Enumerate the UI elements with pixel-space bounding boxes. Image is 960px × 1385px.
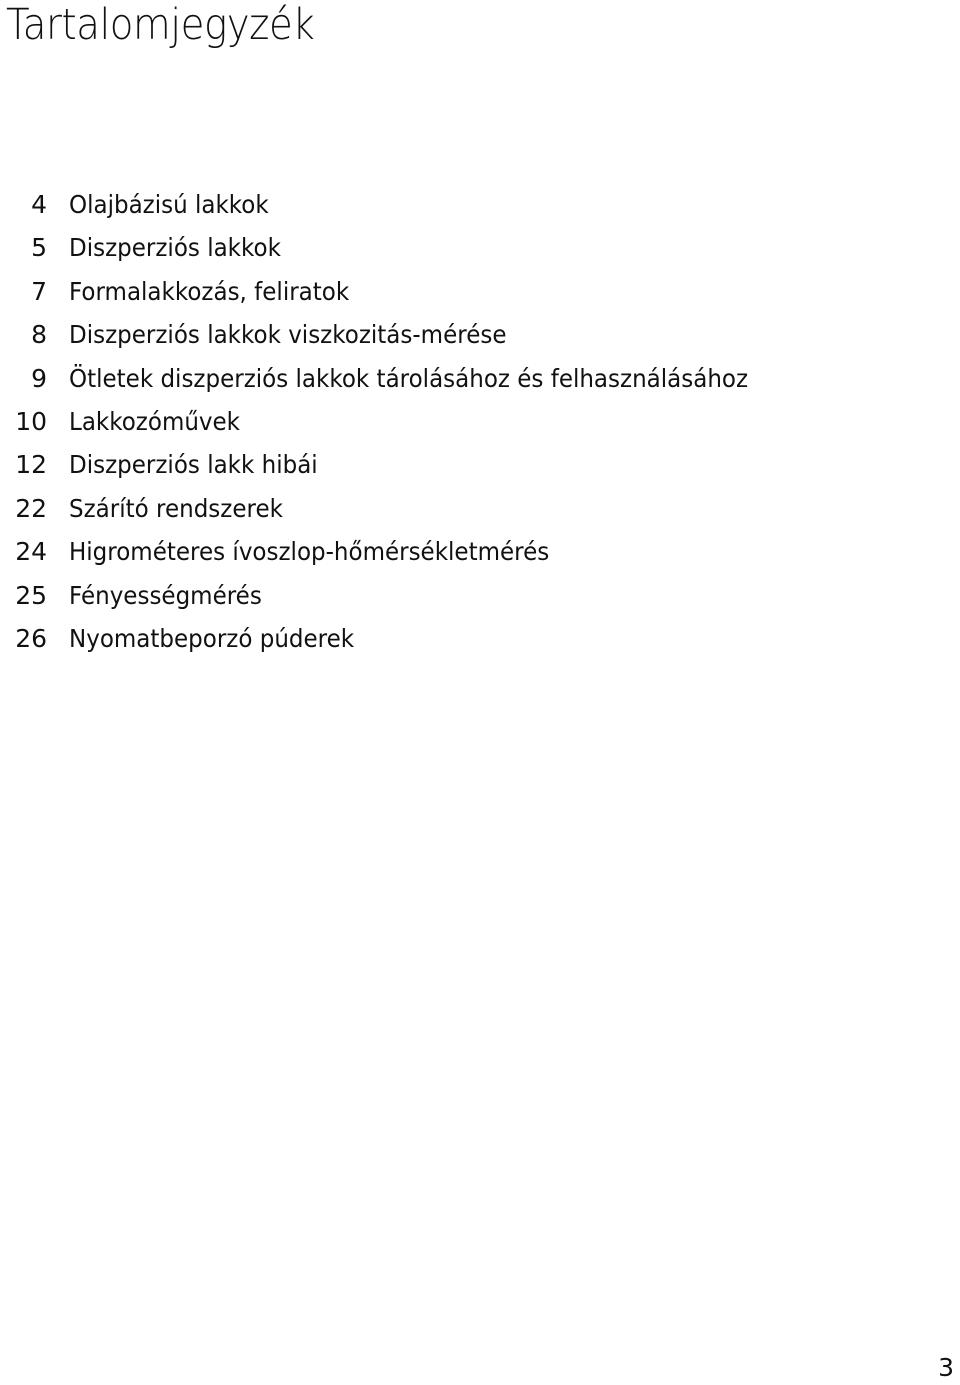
toc-label: Higrométeres ívoszlop-hőmérsékletmérés [69,537,550,567]
toc-entry [0,183,807,226]
toc-page-number: 9 [31,363,47,393]
toc-label: Olajbázisú lakkok [69,190,269,219]
toc-label: Szárító rendszerek [69,493,283,523]
toc-page-number: 4 [31,190,47,219]
toc-entry [0,357,807,400]
toc-entry [0,574,807,617]
toc-entry [0,443,807,486]
toc-entry [0,270,807,313]
toc-page-number: 7 [31,276,47,306]
toc-entry [0,617,807,660]
toc-label: Diszperziós lakk hibái [69,450,318,480]
toc-page-number: 24 [15,537,47,567]
toc-page-number: 8 [31,320,47,350]
toc-entry [0,313,807,356]
toc-label: Diszperziós lakkok [69,233,281,263]
toc-page-number: 5 [31,233,47,263]
page-number: 3 [938,1353,954,1382]
toc-entry [0,226,807,269]
toc-label: Fényességmérés [69,580,262,610]
toc-label: Nyomatbeporzó púderek [69,623,355,653]
toc-page-number: 26 [15,623,47,653]
toc-page-number: 25 [15,580,47,610]
toc-label: Diszperziós lakkok viszkozitás-mérése [69,320,507,350]
table-of-contents [0,183,807,660]
toc-page-number: 12 [15,450,47,480]
toc-page-number: 22 [15,493,47,523]
toc-entry [0,530,807,573]
toc-label: Formalakkozás, feliratok [69,276,350,306]
toc-entry [0,487,807,530]
page-title: Tartalomjegyzék [6,0,315,50]
toc-label: Lakkozóművek [69,406,241,436]
toc-label: Ötletek diszperziós lakkok tárolásához és felhasználásához [69,363,749,393]
toc-page-number: 10 [15,406,47,436]
toc-entry [0,400,807,443]
